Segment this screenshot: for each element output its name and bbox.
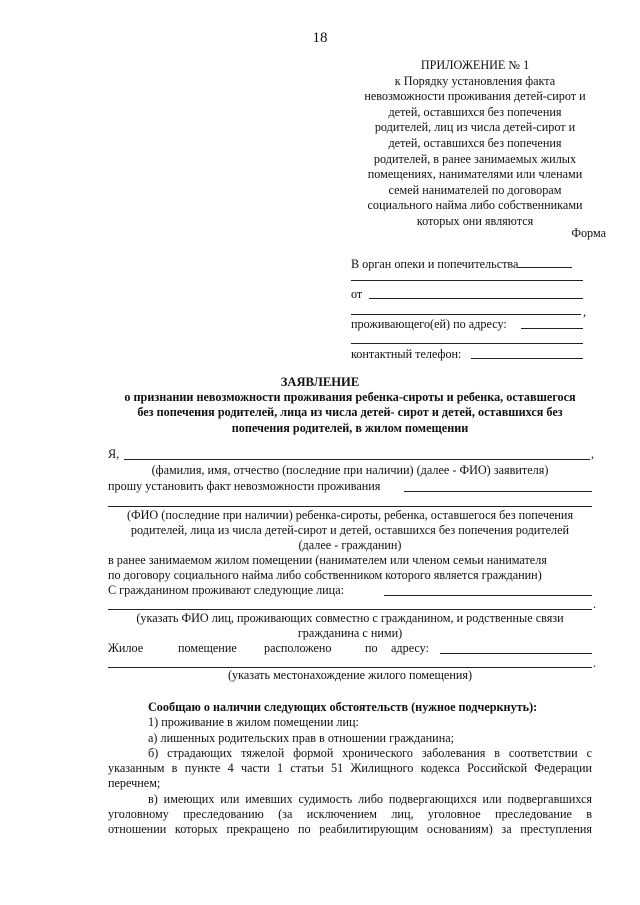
appendix-line: помещениях, нанимателями или членами [367, 167, 583, 182]
appendix-line: родителей, лиц из числа детей-сирот и [374, 120, 576, 135]
fio-hint: (фамилия, имя, отчество (последние при наличии) (далее - ФИО) заявителя) [151, 463, 549, 477]
circumstance-item-1: 1) проживание в жилом помещении лиц: [148, 715, 359, 729]
previous-line: С гражданином проживают следующие лица: [108, 583, 344, 597]
circumstance-item-b: перечнем; [108, 776, 161, 790]
subtitle-line: о признании невозможности проживания ребенка-сироты и ребенка, оставшегося [124, 390, 576, 404]
phone-label: контактный телефон: [351, 347, 462, 361]
dwelling-word: Жилое [108, 641, 144, 655]
from-label: от [351, 287, 363, 301]
location-hint: (указать местонахождение жилого помещения) [227, 668, 473, 682]
circumstance-item-v: в) имеющих или имевших судимость либо подвергающихся или подвергавшихся [148, 792, 592, 806]
form-label: Форма [571, 226, 606, 240]
applicant-fio-field[interactable] [124, 459, 590, 460]
child-hint-line: (ФИО (последние при наличии) ребенка-сироты, ребенка, оставшегося без попечения [126, 508, 574, 522]
appendix-line: которых они являются [416, 213, 534, 228]
location-field[interactable] [440, 653, 592, 654]
child-hint-line: (далее - гражданин) [298, 538, 402, 552]
page-number: 18 [312, 30, 328, 46]
dwelling-word: по [365, 641, 378, 655]
request-text: прошу установить факт невозможности проживания [108, 479, 381, 493]
ya-label: Я, [108, 447, 120, 461]
previous-line: по договору социального найма либо собственником которого является гражданин) [108, 568, 542, 582]
circumstance-item-b: б) страдающих тяжелой формой хронического заболевания в соответствии с [148, 746, 592, 760]
residing-label: проживающего(ей) по адресу: [351, 317, 507, 331]
appendix-line: к Порядку установления факта [394, 73, 556, 88]
circumstance-item-b: указанным в пункте 4 части 1 статьи 51 Жилищного кодекса Российской Федерации [108, 761, 592, 775]
dwelling-word: помещение [178, 641, 237, 655]
subtitle-line: попечения родителей, в жилом помещении [231, 420, 469, 435]
statement-title: ЗАЯВЛЕНИЕ [280, 375, 360, 389]
dwelling-word: расположено [264, 641, 332, 655]
subtitle-line: без попечения родителей, лица из числа детей- сирот и детей, оставшихся без [137, 405, 563, 420]
cohabit-hint-line: (указать ФИО лиц, проживающих совместно с гражданином, и родственные связи [136, 611, 564, 625]
appendix-line: родителей, в ранее занимаемых жилых [373, 151, 577, 166]
statement-body: Я, , (фамилия, имя, отчество (последние при наличии) (далее - ФИО) заявителя) прошу установить факт невозможности проживания (ФИО (последние при наличии) ребенка-сироты, ребенка, оставшегося без попечения родителей, лица из числа детей-сирот и детей, оставшихся без попечения родителей (далее - гражданин) в ранее занимаемом жилом помещении (нанимателем или членом семьи нанимателя по договору социального найма либо собственником которого является гражданин) С гражданином проживают следующие лица: . (указать ФИО лиц, проживающих совместно с гражданином, и родственные связи гражданина с ними) Жилое помещение расположено по адресу: . (указать местонахождение жилого помещения) Сообщаю о наличии следующих обстоятельств (нужное подчеркнуть): 1) проживание в жилом помещении лиц: а) лишенных родительских прав в отношении гражданина; б) страдающих тяжелой формой хронического заболевания в соответствии с указанным в пункте 4 части 1 статьи 51 Жилищного кодекса Российской Федерации перечнем; в) имеющих или имевших судимость либо подвергающихся или подвергавшихся уголовному преследованию (за исключением лиц, уголовное преследование в отношении которых прекращено по реабилитирующим основаниям) за преступления [108, 447, 597, 836]
child-fio-field[interactable] [108, 506, 592, 507]
child-hint-line: родителей, лица из числа детей-сирот и детей, оставшихся без попечения родителей [130, 523, 570, 537]
dwelling-word: адресу: [391, 641, 429, 655]
cohabit-hint-line: гражданина с ними) [297, 626, 403, 640]
appendix-line: семей нанимателей по договорам [388, 182, 562, 197]
cohabitants-line-2[interactable] [108, 609, 592, 610]
circumstance-item-a: а) лишенных родительских прав в отношении гражданина; [148, 731, 455, 745]
appendix-line: невозможности проживания детей-сирот и [364, 89, 586, 104]
circumstances-title: Сообщаю о наличии следующих обстоятельств (нужное подчеркнуть): [148, 700, 538, 714]
appendix-title: ПРИЛОЖЕНИЕ № 1 [420, 58, 530, 72]
cohabitants-field[interactable] [384, 595, 592, 596]
previous-line: в ранее занимаемом жилом помещении (нанимателем или членом семьи нанимателя [108, 553, 547, 567]
request-field[interactable] [404, 491, 592, 492]
circumstance-item-v: уголовному преследованию (за исключением лиц, уголовное преследование в [108, 807, 592, 821]
guardianship-label: В орган опеки и попечительства [351, 257, 519, 271]
appendix-line: социального найма либо собственниками [367, 198, 583, 213]
appendix-line: детей, оставшихся без попечения [388, 135, 562, 150]
appendix-line: детей, оставшихся без попечения [388, 104, 562, 119]
circumstance-item-v: отношении которых прекращено по реабилитирующим основаниям) за преступления [108, 822, 592, 836]
